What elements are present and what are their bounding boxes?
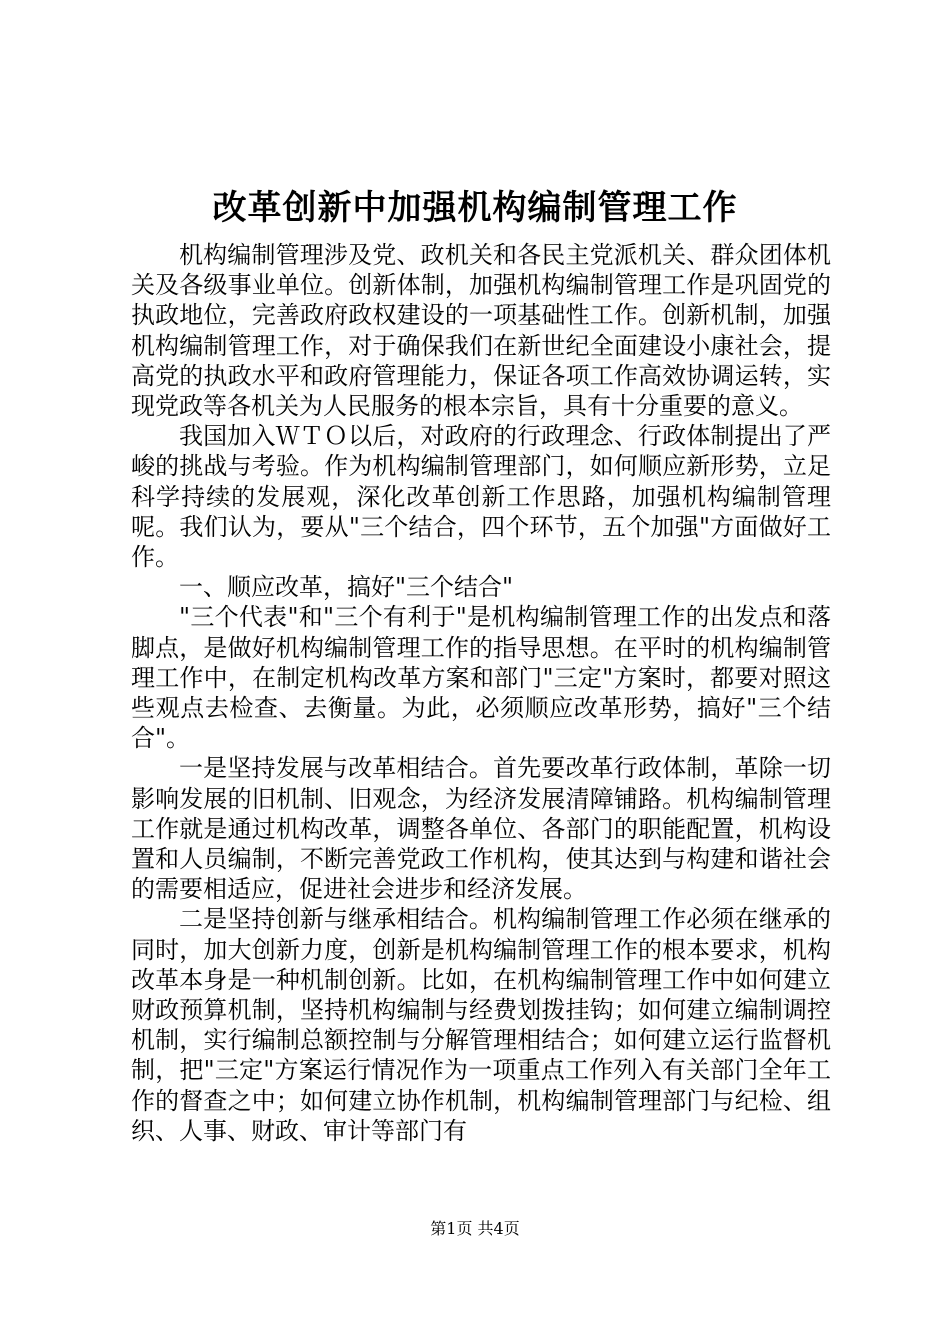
section-heading-1: 一、顺应改革，搞好"三个结合"	[179, 573, 514, 602]
paragraph-1: 机构编制管理涉及党、政机关和各民主党派机关、群众团体机关及各级事业单位。创新体制，加强机构编制管理工作是巩固党的执政地位，完善政府政权建设的一项基础性工作。创新机制，加强机构编制管理工作，对于确保我们在新世纪全面建设小康社会，提高党的执政水平和政府管理能力，保证各项工作高效协调运转，实现党政等各机关为人民服务的根本宗旨，具有十分重要的意义。	[131, 241, 831, 421]
page-number-footer: 第1页 共4页	[430, 1219, 520, 1238]
paragraph-5: 二是坚持创新与继承相结合。机构编制管理工作必须在继承的同时，加大创新力度，创新是机构编制管理工作的根本要求，机构改革本身是一种机制创新。比如，在机构编制管理工作中如何建立财政预算机制，坚持机构编制与经费划拨挂钩；如何建立编制调控机制，实行编制总额控制与分解管理相结合；如何建立运行监督机制，把"三定"方案运行情况作为一项重点工作列入有关部门全年工作的督查之中；如何建立协作机制，机构编制管理部门与纪检、组织、人事、财政、审计等部门有	[131, 905, 831, 1145]
document-title: 改革创新中加强机构编制管理工作	[212, 188, 738, 228]
paragraph-3: "三个代表"和"三个有利于"是机构编制管理工作的出发点和落脚点，是做好机构编制管理工作的指导思想。在平时的机构编制管理工作中，在制定机构改革方案和部门"三定"方案时，都要对照这些观点去检查、去衡量。为此，必须顺应改革形势，搞好"三个结合"。	[131, 603, 831, 753]
paragraph-4: 一是坚持发展与改革相结合。首先要改革行政体制，革除一切影响发展的旧机制、旧观念，为经济发展清障铺路。机构编制管理工作就是通过机构改革，调整各单位、各部门的职能配置，机构设置和人员编制，不断完善党政工作机构，使其达到与构建和谐社会的需要相适应，促进社会进步和经济发展。	[131, 754, 831, 904]
paragraph-2: 我国加入ＷＴＯ以后，对政府的行政理念、行政体制提出了严峻的挑战与考验。作为机构编制管理部门，如何顺应新形势，立足科学持续的发展观，深化改革创新工作思路，加强机构编制管理呢。我们认为，要从"三个结合，四个环节，五个加强"方面做好工作。	[131, 422, 831, 572]
document-body	[131, 240, 831, 1146]
